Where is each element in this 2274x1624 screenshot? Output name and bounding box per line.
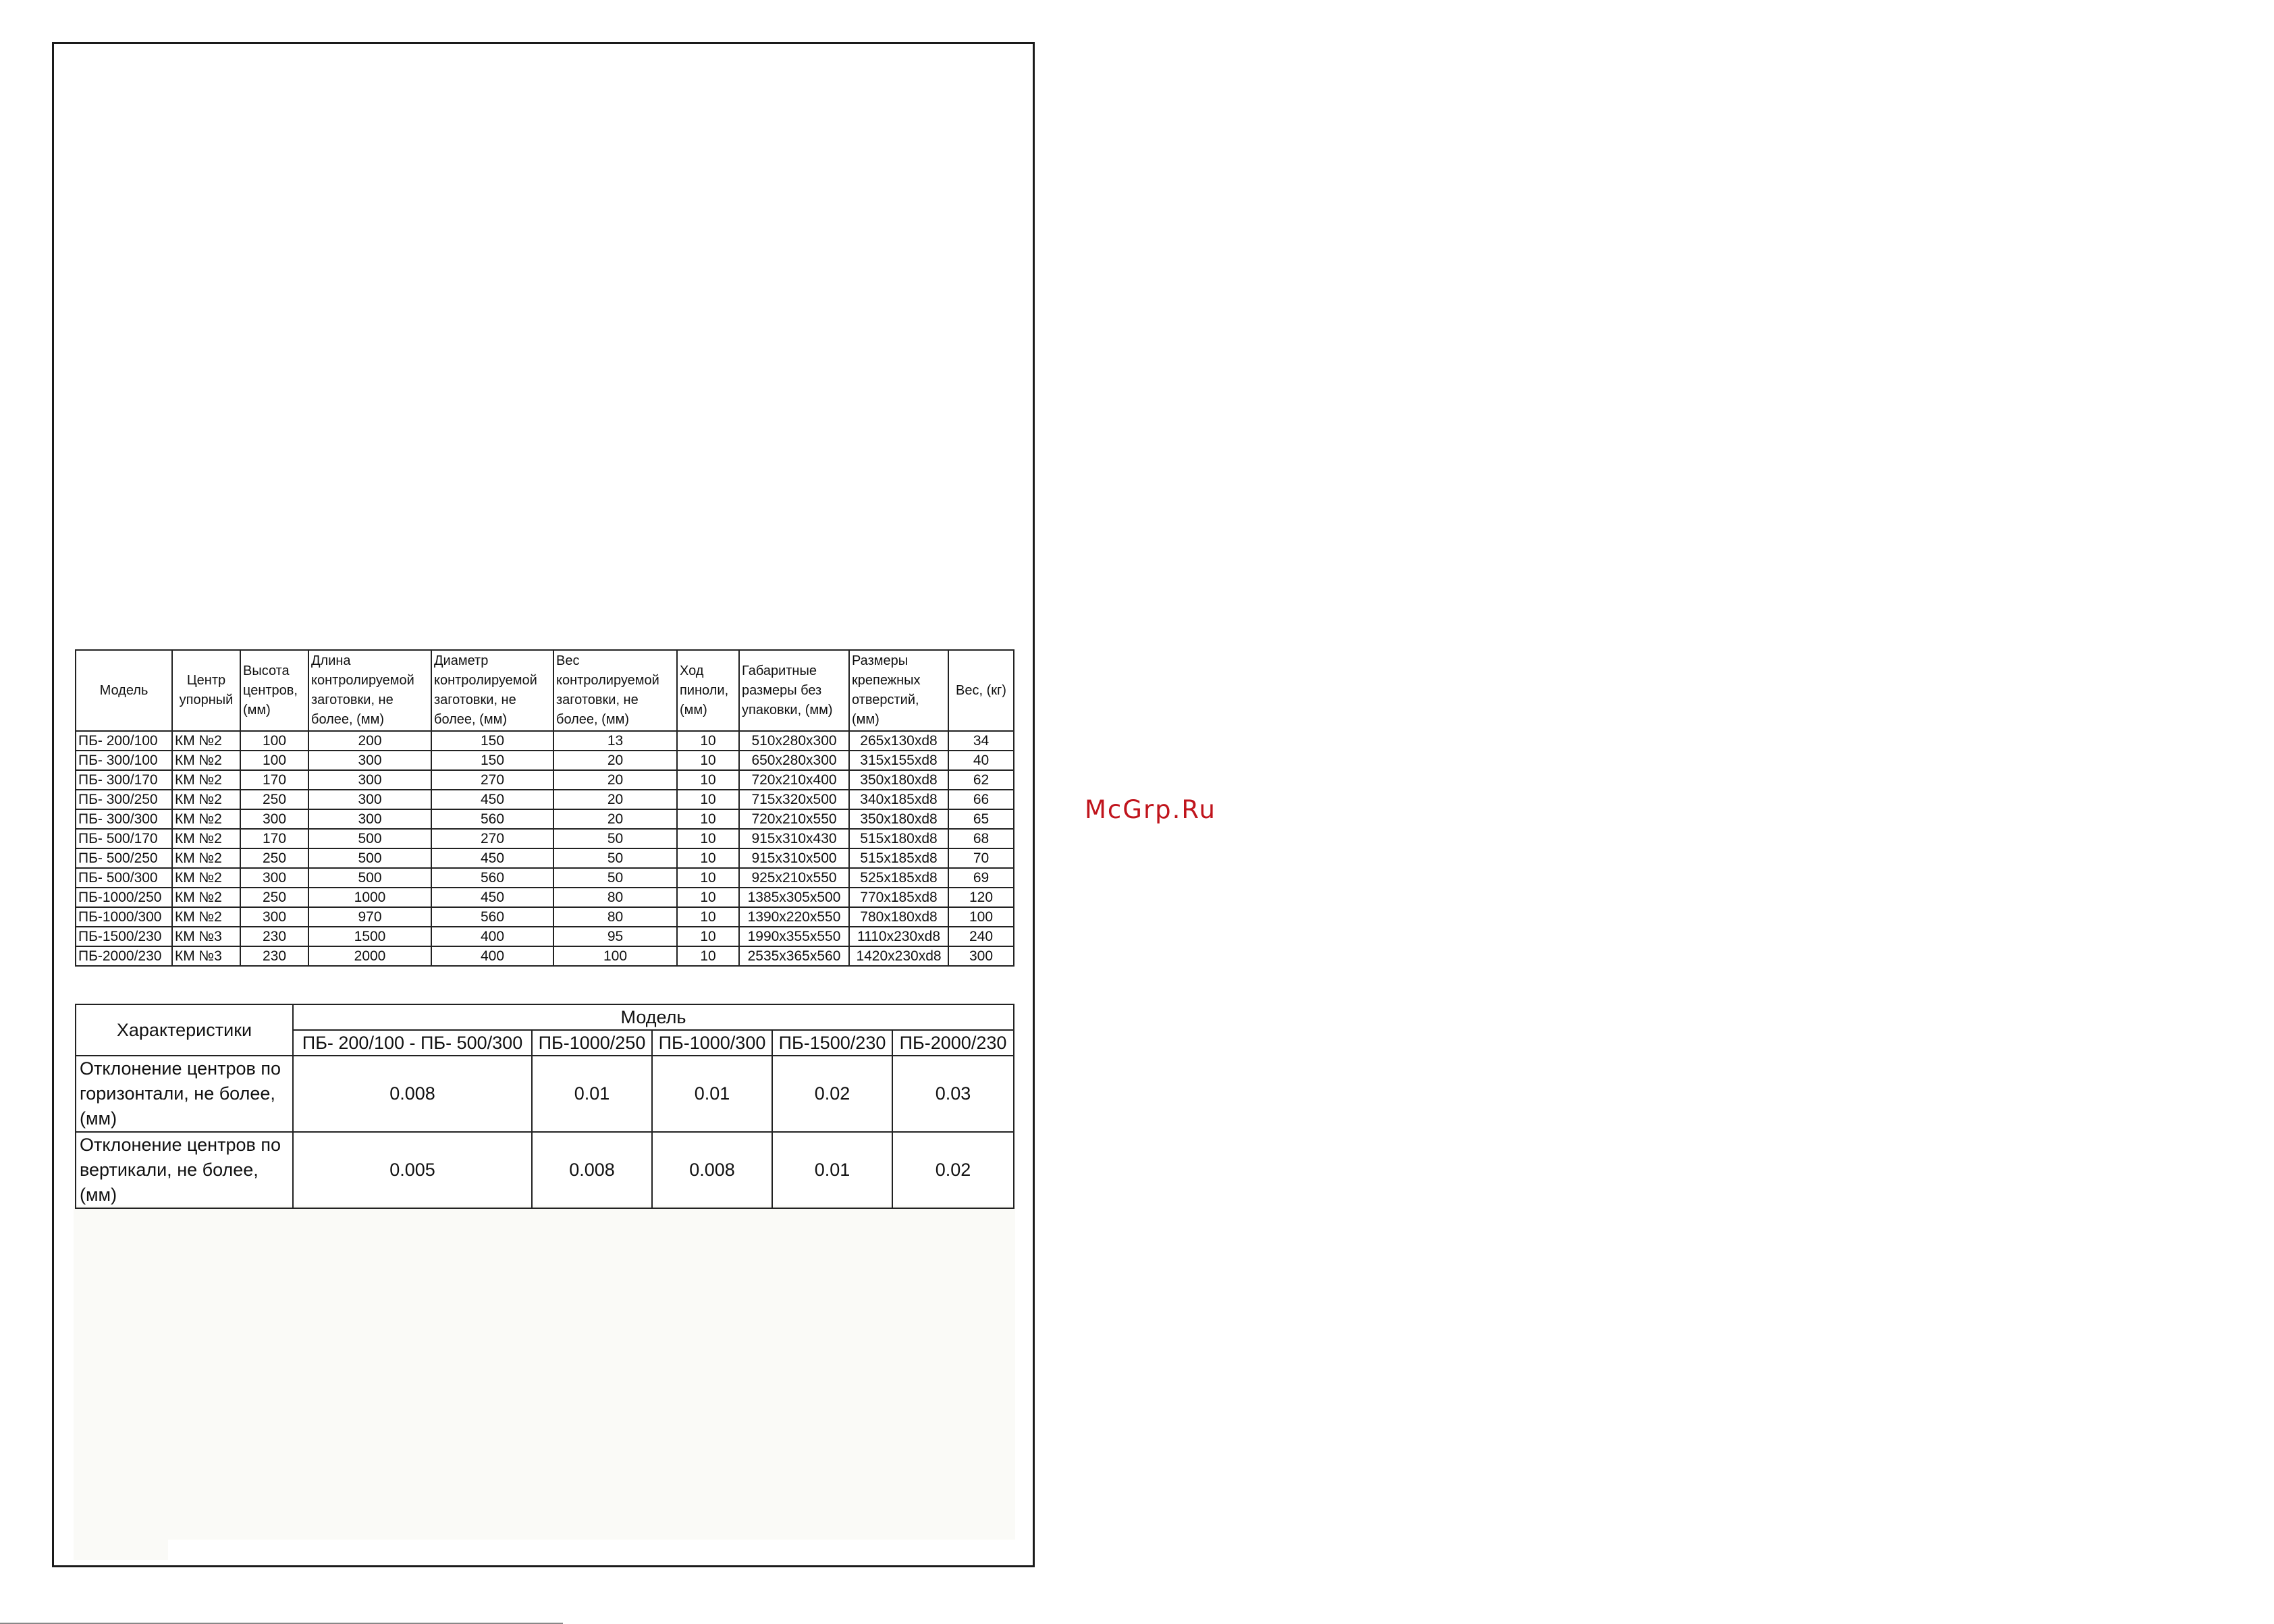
- table-cell: ПБ-2000/230: [76, 946, 172, 966]
- table-cell: 560: [431, 907, 553, 927]
- table-cell: 0.008: [293, 1056, 532, 1132]
- header-cell: Габаритные размеры без упаковки, (мм): [739, 650, 849, 731]
- table-cell: КМ №2: [172, 868, 240, 888]
- table-cell: 450: [431, 790, 553, 809]
- table-cell: 100: [240, 731, 308, 751]
- table-cell: КМ №3: [172, 927, 240, 946]
- table-row: [76, 1132, 1014, 1208]
- table-cell: 925x210x550: [739, 868, 849, 888]
- table-cell: 300: [308, 751, 431, 770]
- table-cell: 10: [677, 770, 739, 790]
- table-cell: ПБ- 300/250: [76, 790, 172, 809]
- characteristics-header: Характеристики: [76, 1004, 293, 1056]
- table-cell: 230: [240, 927, 308, 946]
- table-cell: 100: [948, 907, 1014, 927]
- characteristic-label: Отклонение центров по горизонтали, не более, (мм): [76, 1056, 293, 1132]
- table-cell: 720x210x400: [739, 770, 849, 790]
- table-cell: 250: [240, 790, 308, 809]
- table-cell: 780x180xd8: [849, 907, 948, 927]
- header-cell: Модель: [76, 650, 172, 731]
- table-cell: 13: [553, 731, 677, 751]
- table-cell: 315x155xd8: [849, 751, 948, 770]
- specifications-header-row: [76, 650, 1014, 731]
- table-cell: 0.03: [892, 1056, 1014, 1132]
- table-cell: КМ №3: [172, 946, 240, 966]
- table-cell: ПБ- 300/170: [76, 770, 172, 790]
- table-cell: 715x320x500: [739, 790, 849, 809]
- table-cell: 250: [240, 888, 308, 907]
- table-cell: 500: [308, 829, 431, 848]
- table-cell: 65: [948, 809, 1014, 829]
- table-cell: 1420x230xd8: [849, 946, 948, 966]
- table-cell: 300: [240, 809, 308, 829]
- table-cell: 10: [677, 731, 739, 751]
- table-cell: 20: [553, 790, 677, 809]
- table-cell: 62: [948, 770, 1014, 790]
- table-cell: 1500: [308, 927, 431, 946]
- header-cell: Длина контролируемой заготовки, не более, (мм): [308, 650, 431, 731]
- table-cell: ПБ-1000/250: [76, 888, 172, 907]
- table-cell: 20: [553, 770, 677, 790]
- specifications-table: [75, 649, 1014, 967]
- watermark-link[interactable]: McGrp.Ru: [1085, 795, 1216, 824]
- table-row: [76, 751, 1014, 770]
- table-cell: 170: [240, 770, 308, 790]
- table-cell: 350x180xd8: [849, 809, 948, 829]
- table-cell: 100: [240, 751, 308, 770]
- table-row: [76, 790, 1014, 809]
- table-cell: 915x310x430: [739, 829, 849, 848]
- model-column-header: ПБ- 200/100 - ПБ- 500/300: [293, 1030, 532, 1056]
- table-cell: 0.01: [652, 1056, 772, 1132]
- table-cell: 10: [677, 888, 739, 907]
- table-cell: 510x280x300: [739, 731, 849, 751]
- table-cell: ПБ-1000/300: [76, 907, 172, 927]
- table-cell: 10: [677, 790, 739, 809]
- header-cell: Центр упорный: [172, 650, 240, 731]
- table-cell: 66: [948, 790, 1014, 809]
- table-cell: 200: [308, 731, 431, 751]
- table-cell: 50: [553, 829, 677, 848]
- table-cell: 0.008: [532, 1132, 652, 1208]
- table-cell: 300: [308, 809, 431, 829]
- table-cell: 10: [677, 829, 739, 848]
- table-cell: 10: [677, 946, 739, 966]
- table-cell: 1990x355x550: [739, 927, 849, 946]
- header-cell: Высота центров, (мм): [240, 650, 308, 731]
- table-cell: 300: [240, 907, 308, 927]
- header-cell: Размеры крепежных отверстий, (мм): [849, 650, 948, 731]
- table-row: [76, 1056, 1014, 1132]
- table-cell: 500: [308, 848, 431, 868]
- table-row: [76, 868, 1014, 888]
- table-cell: 1000: [308, 888, 431, 907]
- table-cell: 10: [677, 868, 739, 888]
- table-cell: 10: [677, 751, 739, 770]
- table-cell: 150: [431, 751, 553, 770]
- table-cell: КМ №2: [172, 751, 240, 770]
- table-cell: КМ №2: [172, 829, 240, 848]
- table-cell: 525x185xd8: [849, 868, 948, 888]
- table-cell: 240: [948, 927, 1014, 946]
- table-cell: 300: [240, 868, 308, 888]
- table-cell: 450: [431, 888, 553, 907]
- table-cell: КМ №2: [172, 907, 240, 927]
- deviation-table: [75, 1004, 1014, 1209]
- blank-area-tail: [74, 1540, 168, 1560]
- table-cell: ПБ- 500/250: [76, 848, 172, 868]
- table-row: [76, 888, 1014, 907]
- header-cell: Вес контролируемой заготовки, не более, (мм): [553, 650, 677, 731]
- table-cell: 560: [431, 868, 553, 888]
- table-cell: ПБ- 500/170: [76, 829, 172, 848]
- table-row: [76, 946, 1014, 966]
- table-cell: КМ №2: [172, 731, 240, 751]
- table-cell: 915x310x500: [739, 848, 849, 868]
- table-cell: 400: [431, 946, 553, 966]
- table-cell: 400: [431, 927, 553, 946]
- table-row: [76, 731, 1014, 751]
- table-cell: 0.01: [532, 1056, 652, 1132]
- table-cell: 40: [948, 751, 1014, 770]
- table-cell: 515x185xd8: [849, 848, 948, 868]
- table-cell: 50: [553, 868, 677, 888]
- header-cell: Вес, (кг): [948, 650, 1014, 731]
- table-cell: 300: [948, 946, 1014, 966]
- table-cell: 2000: [308, 946, 431, 966]
- blank-area: [74, 1206, 1015, 1540]
- table-cell: 20: [553, 751, 677, 770]
- table-cell: 170: [240, 829, 308, 848]
- model-column-header: ПБ-1000/250: [532, 1030, 652, 1056]
- table-cell: 0.01: [772, 1132, 892, 1208]
- table-cell: 230: [240, 946, 308, 966]
- table-cell: 34: [948, 731, 1014, 751]
- table-cell: КМ №2: [172, 790, 240, 809]
- table-cell: 770x185xd8: [849, 888, 948, 907]
- table-cell: 300: [308, 790, 431, 809]
- table-cell: 0.02: [892, 1132, 1014, 1208]
- table-cell: 10: [677, 848, 739, 868]
- table-row: [76, 829, 1014, 848]
- table-cell: КМ №2: [172, 848, 240, 868]
- table-row: [76, 848, 1014, 868]
- table-cell: 340x185xd8: [849, 790, 948, 809]
- table-cell: 10: [677, 927, 739, 946]
- table-cell: 270: [431, 770, 553, 790]
- table-cell: 515x180xd8: [849, 829, 948, 848]
- table-cell: 50: [553, 848, 677, 868]
- table-cell: 500: [308, 868, 431, 888]
- table-row: [76, 770, 1014, 790]
- table-cell: 10: [677, 809, 739, 829]
- table-cell: КМ №2: [172, 770, 240, 790]
- header-cell: Диаметр контролируемой заготовки, не более, (мм): [431, 650, 553, 731]
- table-cell: ПБ- 300/300: [76, 809, 172, 829]
- table-cell: 20: [553, 809, 677, 829]
- table-cell: 10: [677, 907, 739, 927]
- table-row: [76, 927, 1014, 946]
- table-cell: 265x130xd8: [849, 731, 948, 751]
- table-cell: 720x210x550: [739, 809, 849, 829]
- header-cell: Ход пиноли, (мм): [677, 650, 739, 731]
- table-cell: 69: [948, 868, 1014, 888]
- table-cell: 560: [431, 809, 553, 829]
- table-cell: 68: [948, 829, 1014, 848]
- table-cell: ПБ- 300/100: [76, 751, 172, 770]
- table-cell: 1110x230xd8: [849, 927, 948, 946]
- model-column-header: ПБ-1500/230: [772, 1030, 892, 1056]
- model-header: Модель: [293, 1004, 1014, 1030]
- table-cell: ПБ- 200/100: [76, 731, 172, 751]
- table-cell: 70: [948, 848, 1014, 868]
- table-cell: 250: [240, 848, 308, 868]
- table-cell: 95: [553, 927, 677, 946]
- table-cell: 0.02: [772, 1056, 892, 1132]
- model-column-header: ПБ-2000/230: [892, 1030, 1014, 1056]
- model-column-header: ПБ-1000/300: [652, 1030, 772, 1056]
- table-cell: 0.005: [293, 1132, 532, 1208]
- table-cell: 450: [431, 848, 553, 868]
- table-cell: 80: [553, 907, 677, 927]
- table-cell: 2535x365x560: [739, 946, 849, 966]
- table-cell: КМ №2: [172, 809, 240, 829]
- table-cell: 650x280x300: [739, 751, 849, 770]
- table-cell: 150: [431, 731, 553, 751]
- table-cell: 270: [431, 829, 553, 848]
- table-row: [76, 809, 1014, 829]
- table-cell: 120: [948, 888, 1014, 907]
- table-cell: ПБ-1500/230: [76, 927, 172, 946]
- table-cell: 0.008: [652, 1132, 772, 1208]
- table-cell: 970: [308, 907, 431, 927]
- table-cell: 1390x220x550: [739, 907, 849, 927]
- specifications-body: [76, 731, 1014, 966]
- table-cell: 300: [308, 770, 431, 790]
- characteristic-label: Отклонение центров по вертикали, не более, (мм): [76, 1132, 293, 1208]
- table-cell: 1385x305x500: [739, 888, 849, 907]
- table-cell: ПБ- 500/300: [76, 868, 172, 888]
- table-row: [76, 907, 1014, 927]
- table-cell: 100: [553, 946, 677, 966]
- table-cell: КМ №2: [172, 888, 240, 907]
- table-cell: 80: [553, 888, 677, 907]
- table-cell: 350x180xd8: [849, 770, 948, 790]
